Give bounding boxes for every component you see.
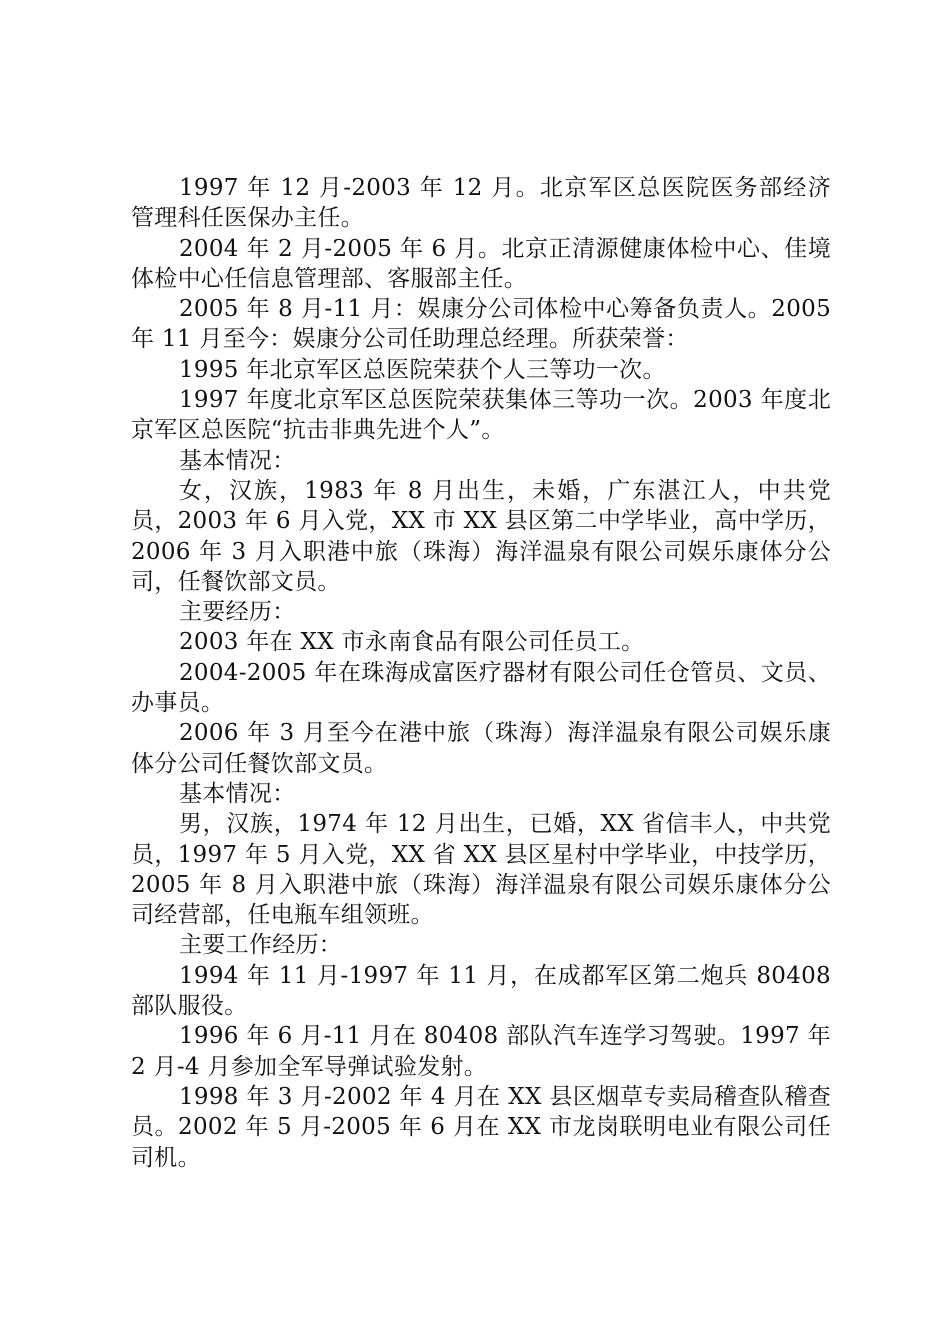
paragraph-career-2004: 2004 年 2 月-2005 年 6 月。北京正清源健康体检中心、佳境体检中心任信息管理部、客服部主任。 <box>131 235 831 292</box>
document-body <box>131 173 831 1173</box>
section-heading-basic-info-2: 基本情况： <box>179 780 296 807</box>
paragraph-basic-info-male: 男，汉族，1974 年 12 月出生，已婚，XX 省信丰人，中共党员，1997 年 5 月入党，XX 省 XX 县区星村中学毕业，中技学历，2005 年 8 月入职港中旅（珠海）海洋温泉有限公司娱乐康体分公司经营部，任电瓶车组领班。 <box>131 811 831 929</box>
paragraph-work-1998: 1998 年 3 月-2002 年 4 月在 XX 县区烟草专卖局稽查队稽查员。2002 年 5 月-2005 年 6 月在 XX 市龙岗联明电业有限公司任司机。 <box>131 1083 831 1171</box>
paragraph-honor-1995: 1995 年北京军区总医院荣获个人三等功一次。 <box>179 356 666 383</box>
paragraph-work-1996: 1996 年 6 月-11 月在 80408 部队汽车连学习驾驶。1997 年 2 月-4 月参加全军导弹试验发射。 <box>131 1023 831 1080</box>
section-heading-main-experience: 主要经历： <box>179 599 296 626</box>
paragraph-experience-2006: 2006 年 3 月至今在港中旅（珠海）海洋温泉有限公司娱乐康体分公司任餐饮部文员。 <box>131 720 831 777</box>
paragraph-career-2005: 2005 年 8 月-11 月：娱康分公司体检中心筹备负责人。2005 年 11 月至今：娱康分公司任助理总经理。所获荣誉： <box>131 296 831 353</box>
paragraph-career-1997: 1997 年 12 月-2003 年 12 月。北京军区总医院医务部经济管理科任医保办主任。 <box>131 175 831 232</box>
section-heading-basic-info: 基本情况： <box>179 447 296 474</box>
paragraph-basic-info-female: 女，汉族，1983 年 8 月出生，未婚，广东湛江人，中共党员，2003 年 6 月入党，XX 市 XX 县区第二中学毕业，高中学历，2006 年 3 月入职港中旅（珠海）海洋温泉有限公司娱乐康体分公司，任餐饮部文员。 <box>131 477 831 595</box>
section-heading-work-experience: 主要工作经历： <box>179 932 343 959</box>
paragraph-experience-2004-2005: 2004-2005 年在珠海成富医疗器材有限公司任仓管员、文员、办事员。 <box>131 659 831 717</box>
paragraph-experience-2003: 2003 年在 XX 市永南食品有限公司任员工。 <box>179 629 645 656</box>
paragraph-honor-1997-2003: 1997 年度北京军区总医院荣获集体三等功一次。2003 年度北京军区总医院“抗击非典先进个人”。 <box>131 387 831 444</box>
paragraph-work-1994: 1994 年 11 月-1997 年 11 月，在成都军区第二炮兵 80408 部队服役。 <box>131 962 831 1020</box>
